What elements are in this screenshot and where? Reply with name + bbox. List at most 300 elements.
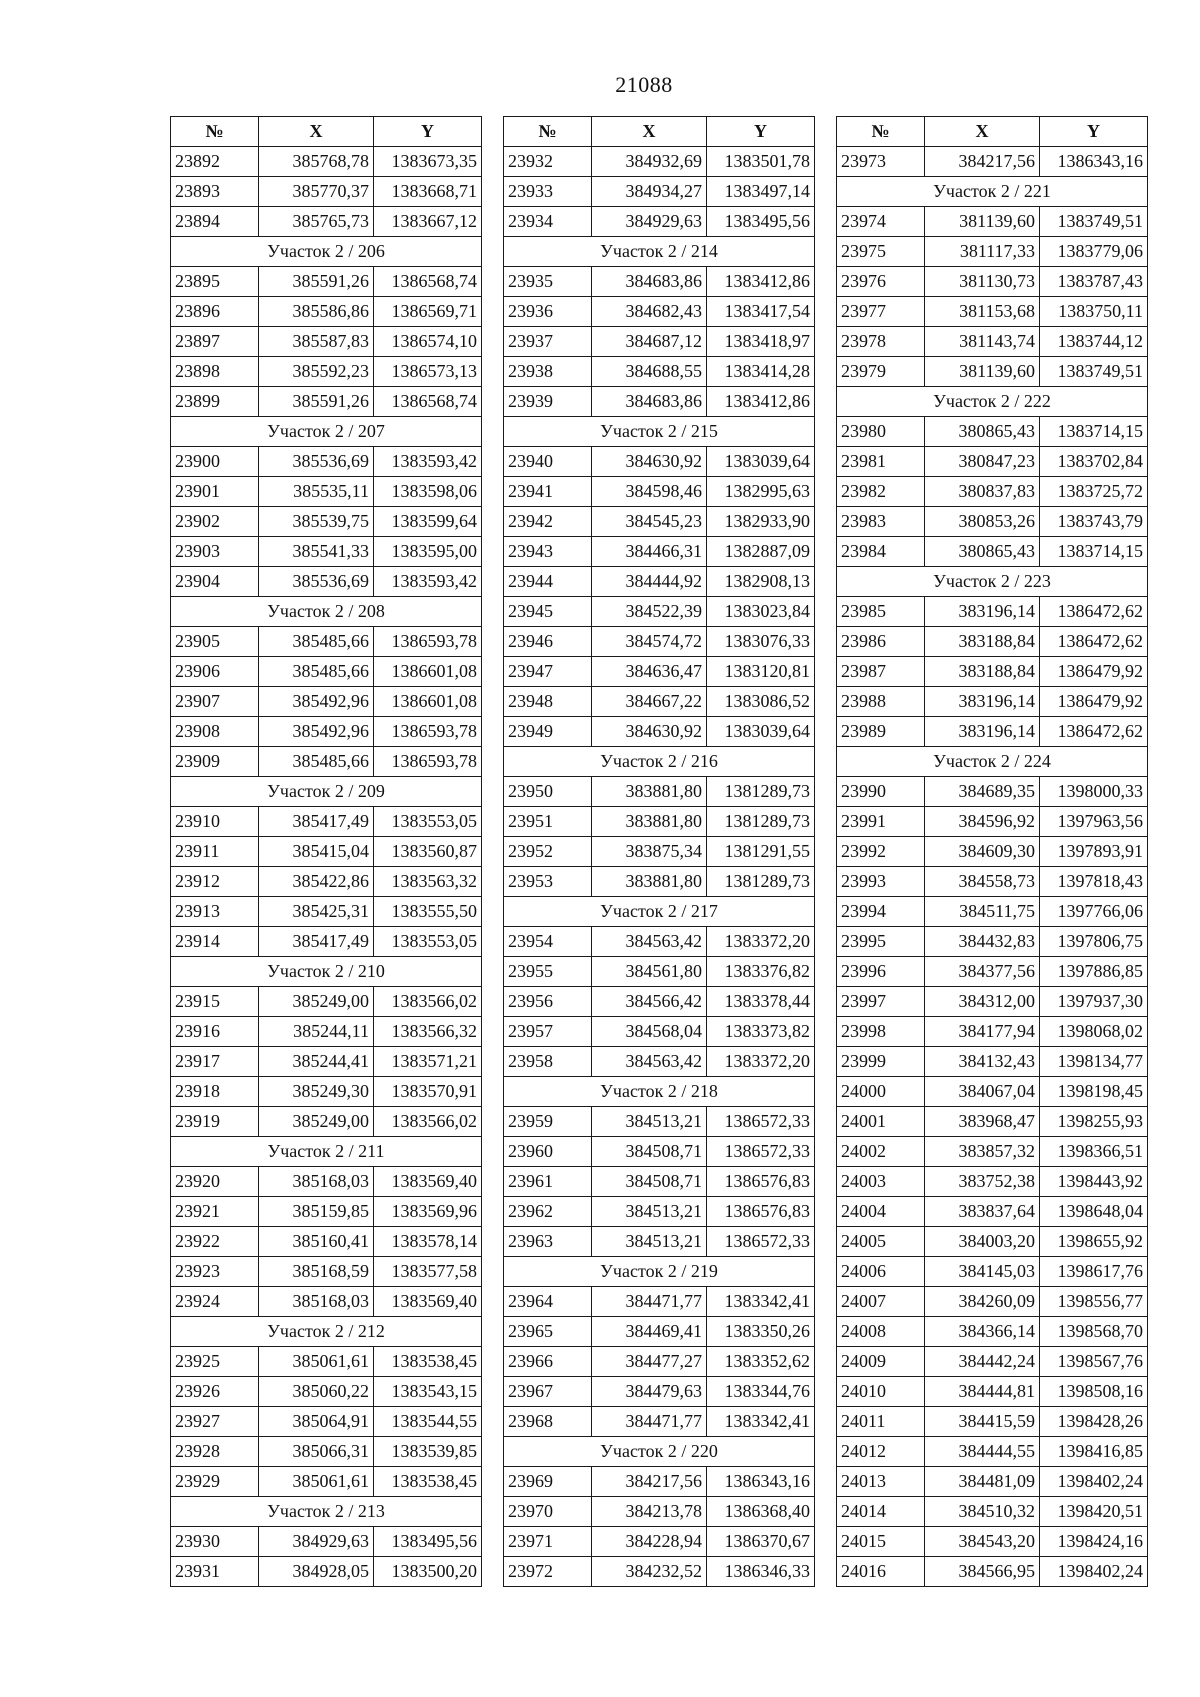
y-coordinate: 1383577,58 [374,1257,482,1287]
x-coordinate: 384432,83 [925,927,1040,957]
table-row [171,867,482,897]
point-number: 23928 [171,1437,259,1467]
point-number: 23991 [837,807,925,837]
y-coordinate: 1383376,82 [707,957,815,987]
section-label: Участок 2 / 216 [504,747,815,777]
x-coordinate: 385168,59 [259,1257,374,1287]
y-coordinate: 1383086,52 [707,687,815,717]
y-coordinate: 1383749,51 [1040,357,1148,387]
table-row [837,1497,1148,1527]
table-row [837,1107,1148,1137]
x-coordinate: 385064,91 [259,1407,374,1437]
point-number: 23934 [504,207,592,237]
table-row [837,1437,1148,1467]
y-coordinate: 1382887,09 [707,537,815,567]
point-number: 24012 [837,1437,925,1467]
point-number: 23897 [171,327,259,357]
point-number: 23899 [171,387,259,417]
point-number: 23950 [504,777,592,807]
x-coordinate: 385539,75 [259,507,374,537]
point-number: 23938 [504,357,592,387]
y-coordinate: 1383342,41 [707,1407,815,1437]
table-row [504,1407,815,1437]
y-coordinate: 1398068,02 [1040,1017,1148,1047]
table-row [171,1107,482,1137]
table-row [837,507,1148,537]
table-row [504,327,815,357]
y-coordinate: 1383501,78 [707,147,815,177]
table-row [837,627,1148,657]
y-coordinate: 1383372,20 [707,927,815,957]
section-label: Участок 2 / 220 [504,1437,815,1467]
table-row [171,1467,482,1497]
point-number: 23920 [171,1167,259,1197]
y-coordinate: 1383497,14 [707,177,815,207]
x-coordinate: 384366,14 [925,1317,1040,1347]
table-row [837,1527,1148,1557]
y-coordinate: 1383593,42 [374,567,482,597]
table-row [171,1257,482,1287]
table-row [504,717,815,747]
y-coordinate: 1398424,16 [1040,1527,1148,1557]
section-row [171,1317,482,1347]
section-label: Участок 2 / 208 [171,597,482,627]
table-row [504,207,815,237]
x-coordinate: 385492,96 [259,687,374,717]
x-coordinate: 381130,73 [925,267,1040,297]
y-coordinate: 1398617,76 [1040,1257,1148,1287]
section-label: Участок 2 / 219 [504,1257,815,1287]
point-number: 23917 [171,1047,259,1077]
y-coordinate: 1383668,71 [374,177,482,207]
table-row [171,1437,482,1467]
table-row [504,477,815,507]
section-label: Участок 2 / 206 [171,237,482,267]
x-coordinate: 384213,78 [592,1497,707,1527]
x-coordinate: 381139,60 [925,207,1040,237]
table-row [837,447,1148,477]
section-label: Участок 2 / 224 [837,747,1148,777]
y-coordinate: 1383560,87 [374,837,482,867]
x-coordinate: 384312,00 [925,987,1040,1017]
point-number: 23993 [837,867,925,897]
table-row [171,177,482,207]
table-row [837,1287,1148,1317]
point-number: 23962 [504,1197,592,1227]
y-coordinate: 1383352,62 [707,1347,815,1377]
table-row [837,717,1148,747]
x-coordinate: 383881,80 [592,807,707,837]
y-coordinate: 1386593,78 [374,627,482,657]
x-coordinate: 384563,42 [592,927,707,957]
x-coordinate: 384442,24 [925,1347,1040,1377]
y-coordinate: 1383553,05 [374,927,482,957]
x-coordinate: 385417,49 [259,927,374,957]
table-row [837,957,1148,987]
x-coordinate: 384929,63 [592,207,707,237]
x-coordinate: 381143,74 [925,327,1040,357]
y-coordinate: 1383412,86 [707,267,815,297]
header-x: X [925,117,1040,147]
point-number: 23953 [504,867,592,897]
x-coordinate: 383196,14 [925,687,1040,717]
table-header-row [504,117,815,147]
y-coordinate: 1386593,78 [374,747,482,777]
point-number: 23927 [171,1407,259,1437]
table-row [504,297,815,327]
table-row [171,327,482,357]
x-coordinate: 384444,92 [592,567,707,597]
point-number: 24011 [837,1407,925,1437]
table-row [504,447,815,477]
x-coordinate: 385066,31 [259,1437,374,1467]
point-number: 24001 [837,1107,925,1137]
x-coordinate: 384574,72 [592,627,707,657]
header-number: № [504,117,592,147]
point-number: 23999 [837,1047,925,1077]
y-coordinate: 1382933,90 [707,507,815,537]
table-row [171,927,482,957]
y-coordinate: 1383569,40 [374,1287,482,1317]
section-row [504,1437,815,1467]
x-coordinate: 384469,41 [592,1317,707,1347]
table-row [504,1227,815,1257]
x-coordinate: 385485,66 [259,627,374,657]
x-coordinate: 385060,22 [259,1377,374,1407]
header-x: X [592,117,707,147]
x-coordinate: 385415,04 [259,837,374,867]
point-number: 24013 [837,1467,925,1497]
x-coordinate: 384471,77 [592,1407,707,1437]
table-row [837,1317,1148,1347]
table-row [837,867,1148,897]
x-coordinate: 384479,63 [592,1377,707,1407]
y-coordinate: 1383570,91 [374,1077,482,1107]
x-coordinate: 383881,80 [592,777,707,807]
point-number: 23996 [837,957,925,987]
x-coordinate: 384508,71 [592,1167,707,1197]
x-coordinate: 381139,60 [925,357,1040,387]
point-number: 23930 [171,1527,259,1557]
point-number: 23942 [504,507,592,537]
x-coordinate: 384609,30 [925,837,1040,867]
table-row [837,537,1148,567]
table-row [837,417,1148,447]
y-coordinate: 1386601,08 [374,687,482,717]
point-number: 23983 [837,507,925,537]
x-coordinate: 385536,69 [259,567,374,597]
point-number: 23943 [504,537,592,567]
y-coordinate: 1383779,06 [1040,237,1148,267]
table-row [171,1287,482,1317]
section-row [171,417,482,447]
table-row [171,687,482,717]
table-row [171,1407,482,1437]
x-coordinate: 384466,31 [592,537,707,567]
table-row [837,687,1148,717]
point-number: 23954 [504,927,592,957]
x-coordinate: 380865,43 [925,417,1040,447]
x-coordinate: 381153,68 [925,297,1040,327]
y-coordinate: 1397886,85 [1040,957,1148,987]
point-number: 23924 [171,1287,259,1317]
point-number: 23910 [171,807,259,837]
y-coordinate: 1382908,13 [707,567,815,597]
x-coordinate: 384667,22 [592,687,707,717]
x-coordinate: 385591,26 [259,387,374,417]
x-coordinate: 384568,04 [592,1017,707,1047]
point-number: 23894 [171,207,259,237]
x-coordinate: 385160,41 [259,1227,374,1257]
y-coordinate: 1397893,91 [1040,837,1148,867]
y-coordinate: 1383412,86 [707,387,815,417]
x-coordinate: 383196,14 [925,597,1040,627]
y-coordinate: 1383743,79 [1040,507,1148,537]
x-coordinate: 385536,69 [259,447,374,477]
point-number: 23979 [837,357,925,387]
point-number: 24003 [837,1167,925,1197]
x-coordinate: 385586,86 [259,297,374,327]
table-row [504,1167,815,1197]
y-coordinate: 1383120,81 [707,657,815,687]
section-label: Участок 2 / 223 [837,567,1148,597]
table-body [837,147,1148,1587]
table-row [171,747,482,777]
table-row [171,147,482,177]
section-row [171,1497,482,1527]
point-number: 23918 [171,1077,259,1107]
y-coordinate: 1383039,64 [707,447,815,477]
y-coordinate: 1383076,33 [707,627,815,657]
table-row [171,537,482,567]
y-coordinate: 1383372,20 [707,1047,815,1077]
table-body [171,147,482,1587]
table-row [837,1347,1148,1377]
point-number: 23992 [837,837,925,867]
x-coordinate: 384682,43 [592,297,707,327]
point-number: 23923 [171,1257,259,1287]
y-coordinate: 1383569,96 [374,1197,482,1227]
table-row [837,267,1148,297]
point-number: 24007 [837,1287,925,1317]
y-coordinate: 1381291,55 [707,837,815,867]
y-coordinate: 1383599,64 [374,507,482,537]
y-coordinate: 1386569,71 [374,297,482,327]
table-row [504,807,815,837]
table-row [171,1047,482,1077]
table-row [504,147,815,177]
section-row [504,1257,815,1287]
point-number: 23901 [171,477,259,507]
x-coordinate: 385422,86 [259,867,374,897]
y-coordinate: 1386479,92 [1040,687,1148,717]
section-label: Участок 2 / 210 [171,957,482,987]
y-coordinate: 1383543,15 [374,1377,482,1407]
table-row [504,1527,815,1557]
x-coordinate: 380847,23 [925,447,1040,477]
header-y: Y [1040,117,1148,147]
table-row [837,1167,1148,1197]
x-coordinate: 383752,38 [925,1167,1040,1197]
y-coordinate: 1382995,63 [707,477,815,507]
section-row [837,387,1148,417]
y-coordinate: 1398567,76 [1040,1347,1148,1377]
x-coordinate: 384513,21 [592,1107,707,1137]
y-coordinate: 1383714,15 [1040,417,1148,447]
y-coordinate: 1381289,73 [707,777,815,807]
point-number: 23929 [171,1467,259,1497]
y-coordinate: 1383744,12 [1040,327,1148,357]
x-coordinate: 385541,33 [259,537,374,567]
point-number: 23969 [504,1467,592,1497]
point-number: 23971 [504,1527,592,1557]
section-row [504,747,815,777]
x-coordinate: 384471,77 [592,1287,707,1317]
table-row [171,1557,482,1587]
point-number: 23980 [837,417,925,447]
table-row [504,1377,815,1407]
table-row [504,1557,815,1587]
table-row [171,627,482,657]
section-row [504,1077,815,1107]
header-number: № [837,117,925,147]
point-number: 23896 [171,297,259,327]
table-row [504,777,815,807]
table-row [504,267,815,297]
x-coordinate: 380853,26 [925,507,1040,537]
point-number: 23998 [837,1017,925,1047]
section-row [837,177,1148,207]
x-coordinate: 384217,56 [592,1467,707,1497]
point-number: 23957 [504,1017,592,1047]
table-row [171,1197,482,1227]
y-coordinate: 1386472,62 [1040,717,1148,747]
section-row [504,897,815,927]
x-coordinate: 383875,34 [592,837,707,867]
table-row [171,1527,482,1557]
table-row [171,837,482,867]
x-coordinate: 384511,75 [925,897,1040,927]
x-coordinate: 384689,35 [925,777,1040,807]
table-row [504,1317,815,1347]
x-coordinate: 384513,21 [592,1227,707,1257]
y-coordinate: 1398134,77 [1040,1047,1148,1077]
x-coordinate: 384217,56 [925,147,1040,177]
y-coordinate: 1398366,51 [1040,1137,1148,1167]
y-coordinate: 1397818,43 [1040,867,1148,897]
y-coordinate: 1398568,70 [1040,1317,1148,1347]
section-label: Участок 2 / 207 [171,417,482,447]
y-coordinate: 1398420,51 [1040,1497,1148,1527]
table-row [837,1377,1148,1407]
x-coordinate: 385168,03 [259,1287,374,1317]
table-row [837,1557,1148,1587]
table-row [504,687,815,717]
table-row [837,1197,1148,1227]
y-coordinate: 1383667,12 [374,207,482,237]
section-row [837,747,1148,777]
point-number: 23952 [504,837,592,867]
point-number: 23977 [837,297,925,327]
point-number: 23986 [837,627,925,657]
x-coordinate: 380837,83 [925,477,1040,507]
y-coordinate: 1398402,24 [1040,1467,1148,1497]
y-coordinate: 1386472,62 [1040,627,1148,657]
x-coordinate: 385159,85 [259,1197,374,1227]
x-coordinate: 380865,43 [925,537,1040,567]
x-coordinate: 384563,42 [592,1047,707,1077]
x-coordinate: 385249,30 [259,1077,374,1107]
point-number: 23975 [837,237,925,267]
point-number: 24008 [837,1317,925,1347]
table-row [171,357,482,387]
x-coordinate: 384003,20 [925,1227,1040,1257]
point-number: 23898 [171,357,259,387]
y-coordinate: 1383500,20 [374,1557,482,1587]
table-row [837,1407,1148,1437]
table-row [504,657,815,687]
point-number: 23984 [837,537,925,567]
x-coordinate: 385244,41 [259,1047,374,1077]
x-coordinate: 383968,47 [925,1107,1040,1137]
y-coordinate: 1383673,35 [374,147,482,177]
point-number: 24005 [837,1227,925,1257]
table-row [837,897,1148,927]
point-number: 24016 [837,1557,925,1587]
point-number: 23987 [837,657,925,687]
point-number: 23941 [504,477,592,507]
x-coordinate: 384260,09 [925,1287,1040,1317]
y-coordinate: 1383578,14 [374,1227,482,1257]
table-body [504,147,815,1587]
section-row [171,957,482,987]
y-coordinate: 1398255,93 [1040,1107,1148,1137]
y-coordinate: 1383553,05 [374,807,482,837]
x-coordinate: 385061,61 [259,1347,374,1377]
point-number: 23909 [171,747,259,777]
y-coordinate: 1383544,55 [374,1407,482,1437]
section-label: Участок 2 / 211 [171,1137,482,1167]
point-number: 23965 [504,1317,592,1347]
y-coordinate: 1383039,64 [707,717,815,747]
page-number: 21088 [615,72,673,97]
table-row [171,717,482,747]
table-row [504,927,815,957]
table-row [504,1047,815,1077]
x-coordinate: 384508,71 [592,1137,707,1167]
point-number: 23946 [504,627,592,657]
point-number: 23892 [171,147,259,177]
y-coordinate: 1383373,82 [707,1017,815,1047]
y-coordinate: 1386576,83 [707,1167,815,1197]
section-row [171,777,482,807]
section-row [171,1137,482,1167]
x-coordinate: 384415,59 [925,1407,1040,1437]
point-number: 23925 [171,1347,259,1377]
y-coordinate: 1398648,04 [1040,1197,1148,1227]
y-coordinate: 1386568,74 [374,267,482,297]
table-row [504,507,815,537]
y-coordinate: 1383539,85 [374,1437,482,1467]
section-row [504,417,815,447]
y-coordinate: 1386573,13 [374,357,482,387]
y-coordinate: 1383342,41 [707,1287,815,1317]
section-label: Участок 2 / 217 [504,897,815,927]
point-number: 23922 [171,1227,259,1257]
point-number: 23933 [504,177,592,207]
x-coordinate: 384232,52 [592,1557,707,1587]
point-number: 23913 [171,897,259,927]
